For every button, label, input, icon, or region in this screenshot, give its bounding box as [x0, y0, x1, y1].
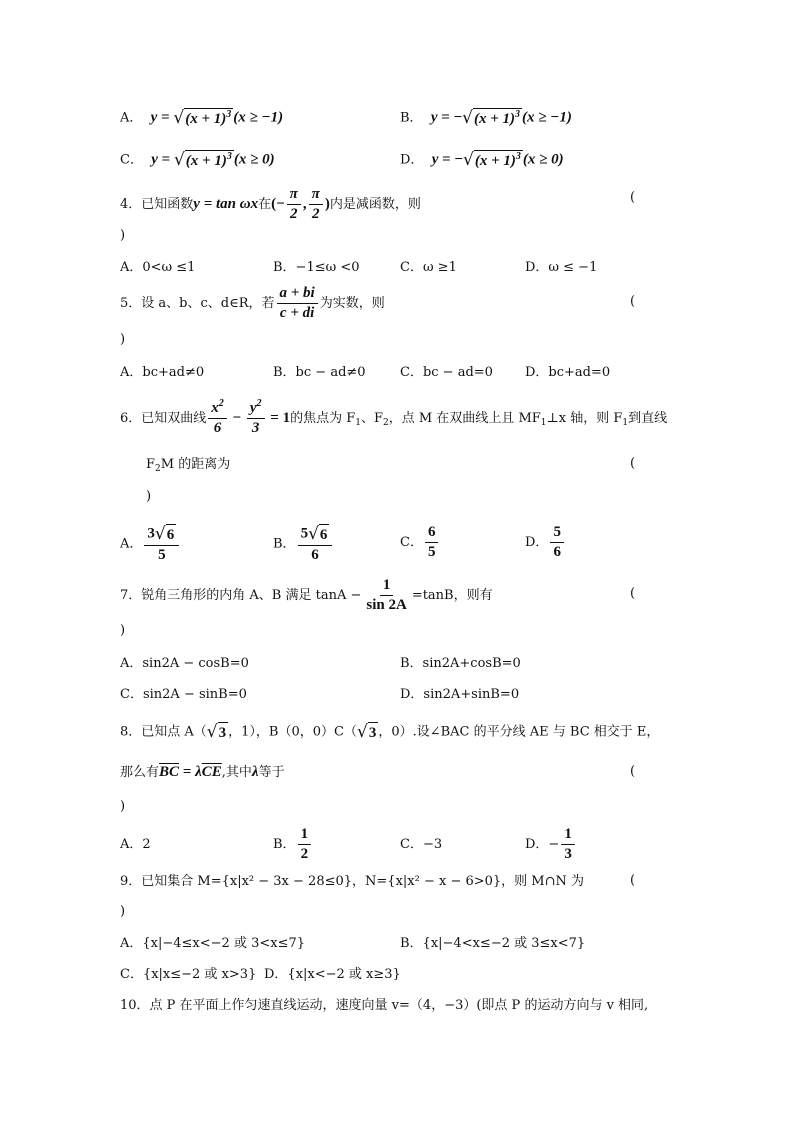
stem-text: =tanB，则有: [411, 588, 493, 603]
numerator: 3: [147, 525, 155, 542]
math-op: = −: [438, 151, 463, 168]
radicand: (x + 1): [185, 153, 227, 169]
stem-text: 的焦点为 F: [290, 411, 356, 426]
exponent: 2: [218, 398, 224, 409]
option-label: B．: [273, 536, 296, 552]
math-op: −: [228, 410, 245, 426]
sqrt-expr: √ $(x + 1)^3$: [173, 108, 232, 128]
exponent: 3: [515, 151, 521, 162]
math-var: y: [431, 151, 439, 168]
option-label: A．: [120, 110, 143, 126]
q7-option-a: A．sin2A − cosB=0: [120, 656, 249, 671]
radicand: 3: [218, 722, 229, 742]
math-op: = λ: [179, 764, 202, 780]
stem-text: ，0）.设∠BAC 的平分线 AE 与 BC 相交于 E，: [378, 724, 660, 740]
answer-paren-open: (: [630, 456, 636, 471]
fraction: [277, 285, 318, 322]
option-label: B．: [273, 837, 296, 852]
answer-paren-open: (: [630, 764, 636, 779]
question-9-stem: 9．已知集合 M={x|x² − 3x − 28≤0}，N={x|x² − x − 6>0}，则 M∩N 为: [120, 874, 585, 889]
q9-option-c: C．{x|x≤−2 或 x>3}: [120, 967, 257, 982]
radicand: 6: [319, 524, 330, 544]
q9-option-b: B．{x|−4<x≤−2 或 3≤x<7}: [400, 936, 586, 951]
q5-option-c: C．bc − ad=0: [400, 365, 493, 380]
q4-option-b: B．−1≤ω <0: [273, 260, 360, 275]
exponent: 3: [226, 109, 232, 120]
stem-text: 4．已知函数: [120, 197, 194, 212]
math-op: =: [157, 151, 174, 168]
denominator: 3: [251, 420, 260, 436]
option-label: D．: [525, 535, 549, 550]
fraction: [247, 400, 265, 437]
subscript: 2: [155, 464, 161, 474]
denominator: c + di: [279, 305, 315, 321]
math-var: x: [211, 400, 219, 416]
fraction: [550, 524, 564, 561]
condition: (x ≥ −1): [522, 109, 572, 126]
stem-text: M 的距离为: [160, 457, 231, 472]
question-8-stem-line2: [120, 763, 285, 782]
stem-text: 、F: [360, 411, 383, 426]
answer-paren-open: (: [630, 294, 636, 309]
denominator: 5: [427, 544, 436, 560]
fraction: 3 √ 6 5: [144, 524, 179, 564]
denominator: 3: [564, 846, 572, 862]
radicand: (x + 1): [473, 111, 515, 127]
stem-text: 为实数，则: [319, 296, 385, 311]
numerator: 5: [550, 524, 564, 543]
stem-text: ,其中: [221, 765, 252, 780]
fraction: 5 √ 6 6: [298, 524, 333, 564]
q3-option-b: [400, 108, 572, 128]
q6-option-c: [400, 524, 440, 561]
math-op: =: [157, 109, 174, 126]
answer-paren-open: (: [630, 873, 636, 888]
fraction: [298, 826, 312, 863]
math-op: = 1: [266, 410, 291, 426]
denominator: 2: [300, 846, 309, 862]
q8-option-b: [273, 826, 313, 863]
option-label: C．: [400, 535, 423, 550]
numerator: 1: [298, 826, 312, 845]
stem-text: 内是减函数，则: [329, 197, 421, 212]
math-op: = −: [437, 109, 463, 126]
question-6-stem: [120, 400, 667, 437]
radicand: 3: [368, 722, 379, 742]
denominator: 6: [553, 544, 561, 560]
sqrt-expr: √ $(x + 1)^3$: [173, 150, 232, 170]
math-op: ,: [302, 196, 307, 212]
stem-text: ，1），B（0，0）C（: [228, 724, 357, 740]
vector: $\overline{BC}$: [159, 764, 180, 780]
math-var: y: [430, 109, 438, 126]
stem-text: ⊥x 轴，则 F: [546, 411, 623, 426]
numerator: π: [287, 186, 301, 205]
q4-option-a: A．0<ω ≤1: [120, 260, 196, 275]
answer-paren-open: (: [630, 586, 636, 601]
denominator: 6: [311, 547, 319, 563]
stem-text: 那么有: [120, 765, 160, 780]
math-var: y: [151, 151, 158, 168]
q3-option-d: [400, 150, 564, 170]
answer-paren-close: ): [120, 799, 126, 814]
question-8-stem: [120, 722, 659, 742]
condition: (x ≥ 0): [522, 151, 564, 168]
q6-option-a: [120, 524, 181, 564]
q5-option-d: D．bc+ad=0: [525, 365, 611, 380]
fraction: [561, 826, 575, 863]
fraction: [287, 186, 301, 223]
radicand: (x + 1): [185, 111, 227, 127]
subscript: 1: [540, 418, 547, 428]
numerator: 5: [300, 525, 309, 542]
numerator: 6: [425, 524, 439, 543]
q4-option-c: C．ω ≥1: [400, 260, 457, 275]
q8-option-c: C．−3: [400, 837, 443, 852]
radicand: (x + 1): [474, 153, 516, 169]
q6-option-b: [273, 524, 334, 564]
answer-paren-close: ): [120, 228, 126, 243]
denominator: 2: [311, 206, 320, 222]
subscript: 2: [383, 418, 389, 428]
stem-text: 5．设 a、b、c、d∈R，若: [120, 296, 275, 311]
exponent: 2: [256, 398, 262, 409]
q5-option-b: B．bc − ad≠0: [273, 365, 366, 380]
stem-text: 在: [258, 197, 272, 212]
denominator: 6: [213, 420, 222, 436]
q8-option-a: A．2: [120, 837, 151, 852]
math-func: y = tan ωx: [193, 196, 259, 212]
q5-option-a: A．bc+ad≠0: [120, 365, 205, 380]
answer-paren-open: (: [630, 190, 636, 205]
question-6-stem-line2: [146, 456, 230, 474]
q7-option-b: B．sin2A+cosB=0: [400, 656, 521, 671]
numerator: π: [309, 186, 323, 205]
option-label: D．−: [525, 837, 560, 852]
math-op: (−: [271, 196, 285, 212]
radicand: 6: [166, 524, 177, 544]
stem-text: 到直线: [628, 411, 668, 426]
option-label: D．: [400, 152, 424, 168]
stem-text: F: [146, 457, 156, 472]
question-5-stem: [120, 285, 385, 322]
answer-paren-close: ): [120, 904, 126, 919]
fraction: [363, 577, 409, 614]
q7-option-d: D．sin2A+sinB=0: [400, 687, 520, 702]
stem-text: 6．已知双曲线: [120, 411, 207, 426]
q4-option-d: D．ω ≤ −1: [525, 260, 598, 275]
question-7-stem: [120, 577, 493, 614]
math-var: y: [249, 400, 257, 416]
q6-option-d: [525, 524, 566, 561]
denominator: sin 2A: [366, 597, 407, 613]
q7-option-c: C．sin2A − sinB=0: [120, 687, 247, 702]
condition: (x ≥ −1): [233, 109, 284, 126]
fraction: [425, 524, 439, 561]
numerator: 1: [561, 826, 575, 845]
exponent: 3: [226, 151, 232, 162]
exponent: 3: [515, 109, 520, 120]
denominator: 2: [290, 206, 298, 222]
denominator: 5: [158, 547, 166, 563]
sqrt-expr: √ 3: [356, 722, 377, 742]
condition: (x ≥ 0): [233, 151, 275, 168]
question-10-stem: 10．点 P 在平面上作匀速直线运动，速度向量 v=（4，−3）(即点 P 的运动方向与 v 相同,: [120, 998, 649, 1013]
sqrt-expr: √ $(x + 1)^3$: [462, 150, 521, 170]
stem-text: 7．锐角三角形的内角 A、B 满足 tanA −: [120, 588, 362, 603]
q9-option-d: D．{x|x<−2 或 x≥3}: [264, 967, 401, 982]
sqrt-expr: √ $(x + 1)^3$: [462, 108, 520, 128]
vector: $\overline{CE}$: [201, 764, 222, 780]
math-var: λ: [251, 764, 259, 780]
option-label: A．: [120, 536, 143, 552]
stem-text: ，点 M 在双曲线上且 MF: [388, 411, 541, 426]
answer-paren-close: ): [120, 623, 126, 638]
subscript: 1: [622, 418, 629, 428]
q8-option-d: [525, 826, 577, 863]
question-4-stem: [120, 186, 421, 223]
answer-paren-close: ): [120, 332, 126, 347]
q3-option-c: [120, 150, 275, 170]
stem-text: 等于: [258, 765, 285, 780]
q9-option-a: A．{x|−4≤x<−2 或 3<x≤7}: [120, 936, 306, 951]
fraction: [309, 186, 323, 223]
sqrt-expr: √ 3: [206, 722, 227, 742]
q3-option-a: [120, 108, 283, 128]
math-op: ): [324, 196, 330, 212]
fraction: [208, 400, 227, 437]
math-var: y: [150, 109, 158, 126]
numerator: a + bi: [277, 285, 318, 304]
stem-text: 8．已知点 A（: [120, 724, 207, 740]
answer-paren-close: ): [146, 489, 152, 504]
subscript: 1: [355, 418, 361, 428]
numerator: 1: [380, 577, 394, 596]
option-label: C．: [120, 152, 143, 168]
option-label: B．: [400, 110, 423, 126]
